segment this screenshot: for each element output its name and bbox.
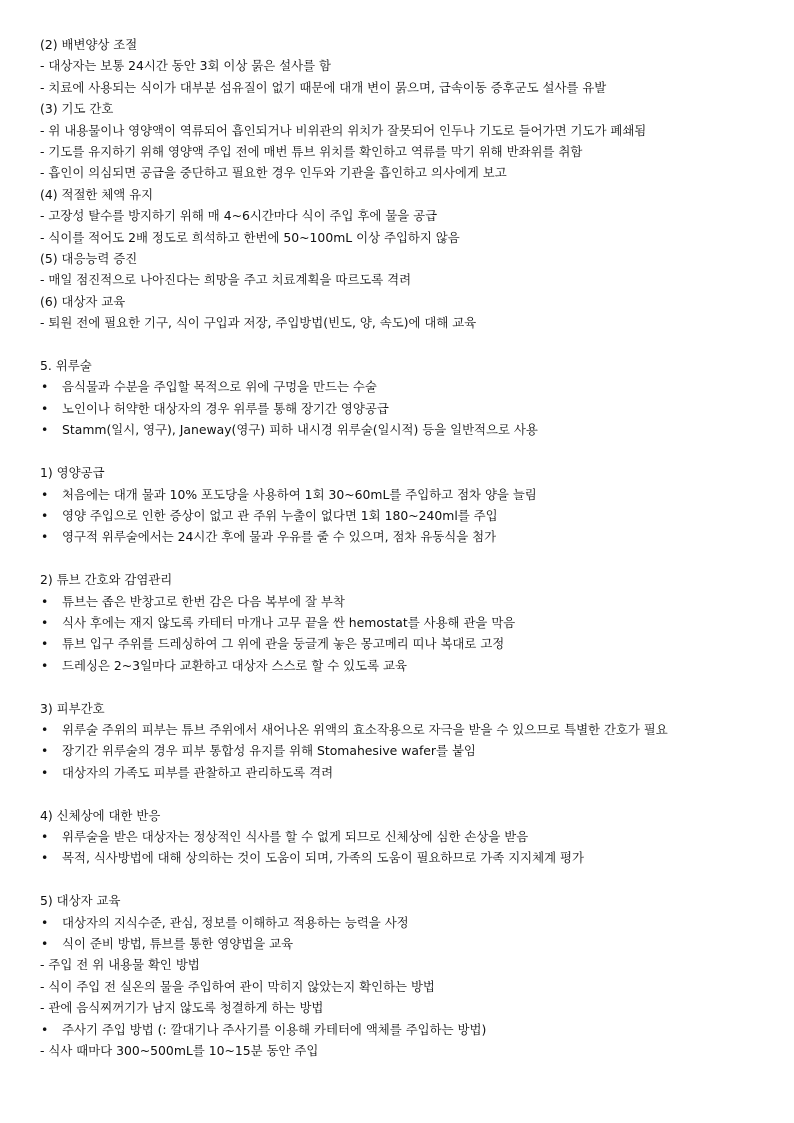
text-line: - 고장성 탈수를 방지하기 위해 매 4~6시간마다 식이 주입 후에 물을 공급	[40, 208, 438, 224]
blank-line	[40, 441, 760, 462]
text-line: (6) 대상자 교육	[40, 293, 126, 309]
blank-line	[40, 548, 760, 569]
blank-line	[40, 783, 760, 804]
text-line: - 주입 전 위 내용물 확인 방법	[40, 957, 200, 973]
bullet-item: • 음식물과 수분을 주입할 목적으로 위에 구멍을 만드는 수술	[40, 376, 760, 397]
text-line: - 위 내용물이나 영양액이 역류되어 흡인되거나 비위관의 위치가 잘못되어 인두나 기도로 들어가면 기도가 폐쇄됨	[40, 122, 647, 138]
text-line: 4) 신체상에 대한 반응	[40, 807, 161, 823]
text-line: (4) 적절한 체액 유지	[40, 186, 154, 202]
text-line: 2) 튜브 간호와 감염관리	[40, 572, 173, 588]
bullet-item: • 대상자의 가족도 피부를 관찰하고 관리하도록 격려	[40, 762, 760, 783]
text-line: (5) 대응능력 증진	[40, 251, 138, 267]
blank-line	[40, 869, 760, 890]
text-line: 1) 영양공급	[40, 465, 105, 481]
bullet-item: • 노인이나 허약한 대상자의 경우 위루를 통해 장기간 영양공급	[40, 398, 760, 419]
text-line: 3) 피부간호	[40, 700, 105, 716]
bullet-item: • 튜브는 좁은 반창고로 한번 감은 다음 복부에 잘 부착	[40, 591, 760, 612]
text-line: - 기도를 유지하기 위해 영양액 주입 전에 매번 튜브 위치를 확인하고 역류를 막기 위해 반좌위를 취함	[40, 144, 583, 160]
text-line: - 식이를 적어도 2배 정도로 희석하고 한번에 50~100mL 이상 주입하지 않음	[40, 229, 460, 245]
bullet-item: • 영구적 위루술에서는 24시간 후에 물과 우유를 줄 수 있으며, 점차 유동식을 첨가	[40, 526, 760, 547]
document-page	[40, 34, 760, 1061]
bullet-item: • 식이 준비 방법, 튜브를 통한 영양법을 교육	[40, 933, 760, 954]
text-line: - 퇴원 전에 필요한 기구, 식이 구입과 저장, 주입방법(빈도, 양, 속도)에 대해 교육	[40, 315, 477, 331]
text-line: - 대상자는 보통 24시간 동안 3회 이상 묽은 설사를 함	[40, 58, 331, 74]
text-line: - 치료에 사용되는 식이가 대부분 섬유질이 없기 때문에 대개 변이 묽으며, 급속이동 증후군도 설사를 유발	[40, 79, 607, 95]
bullet-item: • Stamm(일시, 영구), Janeway(영구) 피하 내시경 위루술(일시적) 등을 일반적으로 사용	[40, 419, 760, 440]
text-line: - 관에 음식찌꺼기가 남지 않도록 청결하게 하는 방법	[40, 1000, 324, 1016]
text-line: 5. 위루술	[40, 358, 92, 374]
text-line: - 흡인이 의심되면 공급을 중단하고 필요한 경우 인두와 기관을 흡인하고 의사에게 보고	[40, 165, 507, 181]
bullet-item: • 장기간 위루술의 경우 피부 통합성 유지를 위해 Stomahesive wafer를 붙임	[40, 740, 760, 761]
text-line: 5) 대상자 교육	[40, 893, 121, 909]
bullet-item: • 처음에는 대개 물과 10% 포도당을 사용하여 1회 30~60mL를 주입하고 점차 양을 늘림	[40, 484, 760, 505]
blank-line	[40, 334, 760, 355]
text-line: (2) 배변양상 조절	[40, 37, 138, 52]
bullet-item: • 영양 주입으로 인한 증상이 없고 관 주위 누출이 없다면 1회 180~240ml를 주입	[40, 505, 760, 526]
bullet-item: • 위루술 주위의 피부는 튜브 주위에서 새어나온 위액의 효소작용으로 자극을 받을 수 있으므로 특별한 간호가 필요	[40, 719, 760, 740]
text-line: - 식사 때마다 300~500mL를 10~15분 동안 주입	[40, 1043, 319, 1058]
text-line: - 매일 점진적으로 나아진다는 희망을 주고 치료계획을 따르도록 격려	[40, 272, 412, 288]
blank-line	[40, 676, 760, 697]
text-line: - 식이 주입 전 실온의 물을 주입하여 관이 막히지 않았는지 확인하는 방법	[40, 978, 435, 994]
bullet-item: • 위루술을 받은 대상자는 정상적인 식사를 할 수 없게 되므로 신체상에 심한 손상을 받음	[40, 826, 760, 847]
bullet-item: • 주사기 주입 방법 (: 깔대기나 주사기를 이용해 카테터에 액체를 주입하는 방법)	[40, 1019, 760, 1040]
bullet-item: • 목적, 식사방법에 대해 상의하는 것이 도움이 되며, 가족의 도움이 필요하므로 가족 지지체계 평가	[40, 847, 760, 868]
bullet-item: • 대상자의 지식수준, 관심, 정보를 이해하고 적용하는 능력을 사정	[40, 912, 760, 933]
bullet-item: • 튜브 입구 주위를 드레싱하여 그 위에 관을 둥글게 놓은 몽고메리 띠나 복대로 고정	[40, 633, 760, 654]
bullet-item: • 식사 후에는 재지 않도록 카테터 마개나 고무 끝을 싼 hemostat를 사용해 관을 막음	[40, 612, 760, 633]
bullet-item: • 드레싱은 2~3일마다 교환하고 대상자 스스로 할 수 있도록 교육	[40, 655, 760, 676]
text-line: (3) 기도 간호	[40, 101, 114, 117]
